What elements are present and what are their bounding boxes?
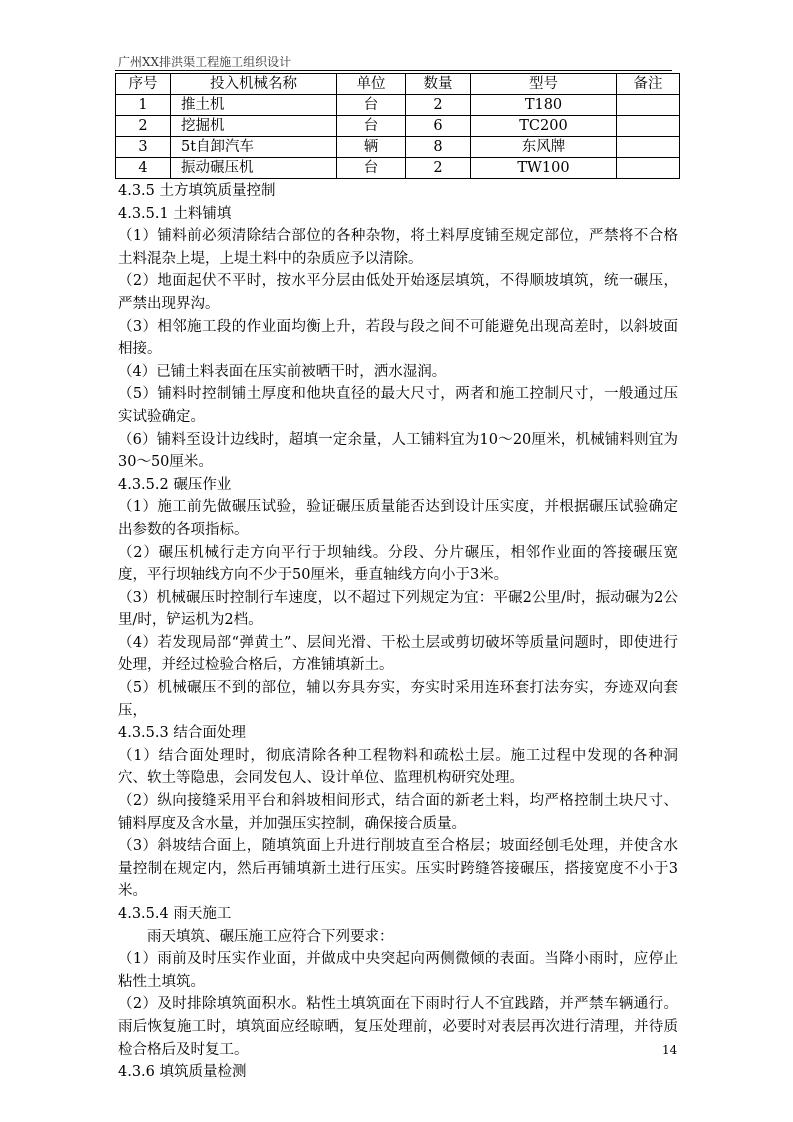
table-row (116, 158, 680, 179)
cell-index: 2 (116, 116, 171, 137)
paragraph: （5）机械碾压不到的部位，辅以夯具夯实，夯实时采用连环套打法夯实，夯迹双向套压， (118, 680, 678, 719)
paragraph: （3）斜坡结合面上，随填筑面上升进行削坡直至合格层；坡面经刨毛处理，并使含水量控制在规定内，然后再铺填新土进行压实。压实时跨缝答接碾压，搭接宽度不小于3米。 (118, 838, 678, 900)
paragraph: （4）若发现局部“弹黄土”、层间光滑、干松土层或剪切破坏等质量问题时，即使进行处理，并经过检验合格后，方准铺填新土。 (118, 634, 678, 674)
cell-unit: 辆 (337, 137, 406, 158)
col-header-name: 投入机械名称 (171, 74, 337, 95)
table-row (116, 95, 680, 116)
cell-unit: 台 (337, 116, 406, 137)
document-body (118, 180, 678, 1084)
cell-index: 3 (116, 137, 171, 158)
header-title: 广州XX排洪渠工程施工组织设计 (118, 55, 292, 69)
paragraph: （6）铺料至设计边线时，超填一定余量，人工铺料宜为10～20厘米，机械铺料则宜为30～50厘米。 (118, 431, 678, 471)
paragraph: （2）地面起伏不平时，按水平分层由低处开始逐层填筑，不得顺坡填筑，统一碾压，严禁出现界沟。 (118, 273, 678, 312)
subsection-heading: 4.3.5.2 碾压作业 (118, 476, 232, 493)
section-heading: 4.3.6 填筑质量检测 (118, 1064, 247, 1081)
cell-remarks (617, 95, 680, 116)
col-header-remarks: 备注 (617, 74, 680, 95)
paragraph: （3）机械碾压时控制行车速度，以不超过下列规定为宜：平碾2公里/时，振动碾为2公里/时，铲运机为2档。 (118, 589, 678, 629)
paragraph: （4）已铺土料表面在压实前被晒干时，洒水湿润。 (118, 363, 447, 380)
cell-unit: 台 (337, 95, 406, 116)
cell-remarks (617, 116, 680, 137)
cell-name: 5t自卸汽车 (171, 137, 337, 158)
col-header-unit: 单位 (337, 74, 406, 95)
paragraph: （2）及时排除填筑面积水。粘性土填筑面在下雨时行人不宜践踏，并严禁车辆通行。雨后恢复施工时，填筑面应经晾晒，复压处理前，必要时对表层再次进行清理，并待质检合格后及时复工。 (118, 996, 678, 1058)
cell-name: 挖掘机 (171, 116, 337, 137)
cell-unit: 台 (337, 158, 406, 179)
paragraph: （1）雨前及时压实作业面，并做成中央突起向两侧微倾的表面。当降小雨时，应停止粘性土填筑。 (118, 951, 678, 990)
cell-quantity: 2 (406, 95, 471, 116)
table-row (116, 137, 680, 158)
paragraph: （1）铺料前必须清除结合部位的各种杂物，将土料厚度铺至规定部位，严禁将不合格土料混杂上堤，上堤土料中的杂质应予以清除。 (118, 228, 678, 267)
subsection-heading: 4.3.5.3 结合面处理 (118, 725, 246, 742)
cell-name: 推土机 (171, 95, 337, 116)
col-header-model: 型号 (471, 74, 617, 95)
cell-model: TC200 (471, 116, 617, 137)
paragraph: （5）铺料时控制铺土厚度和他块直径的最大尺寸，两者和施工控制尺寸，一般通过压实试验确定。 (118, 386, 678, 425)
paragraph: 雨天填筑、碾压施工应符合下列要求： (147, 928, 394, 945)
cell-remarks (617, 137, 680, 158)
cell-quantity: 2 (406, 158, 471, 179)
paragraph: （2）碾压机械行走方向平行于坝轴线。分段、分片碾压，相邻作业面的答接碾压宽度，平行坝轴线方向不少于50厘米，垂直轴线方向小于3米。 (118, 544, 678, 584)
table-row (116, 116, 680, 137)
paragraph: （2）纵向接缝采用平台和斜坡相间形式，结合面的新老土料，均严格控制土块尺寸、铺料厚度及含水量，并加强压实控制，确保接合质量。 (118, 793, 678, 832)
paragraph: （1）结合面处理时，彻底清除各种工程物料和疏松土层。施工过程中发现的各种洞穴、软土等隐患，会同发包人、设计单位、监理机构研究处理。 (118, 747, 678, 787)
col-header-index: 序号 (116, 74, 171, 95)
section-heading: 4.3.5 土方填筑质量控制 (118, 183, 276, 199)
equipment-table (115, 73, 680, 179)
cell-name: 振动碾压机 (171, 158, 337, 179)
cell-model: 东风牌 (471, 137, 617, 158)
cell-model: T180 (471, 95, 617, 116)
cell-model: TW100 (471, 158, 617, 179)
paragraph: （3）相邻施工段的作业面均衡上升，若段与段之间不可能避免出现高差时，以斜坡面相接。 (118, 318, 678, 358)
header-rule (115, 70, 672, 71)
page-number: 14 (662, 1043, 678, 1057)
cell-index: 4 (116, 158, 171, 179)
subsection-heading: 4.3.5.4 雨天施工 (118, 906, 232, 922)
cell-quantity: 8 (406, 137, 471, 158)
cell-quantity: 6 (406, 116, 471, 137)
paragraph: （1）施工前先做碾压试验，验证碾压质量能否达到设计压实度，并根据碾压试验确定出参数的各项指标。 (118, 499, 678, 538)
subsection-heading: 4.3.5.1 土料铺填 (118, 205, 232, 222)
table-header-row (116, 74, 680, 95)
cell-index: 1 (116, 95, 171, 116)
cell-remarks (617, 158, 680, 179)
col-header-quantity: 数量 (406, 74, 471, 95)
